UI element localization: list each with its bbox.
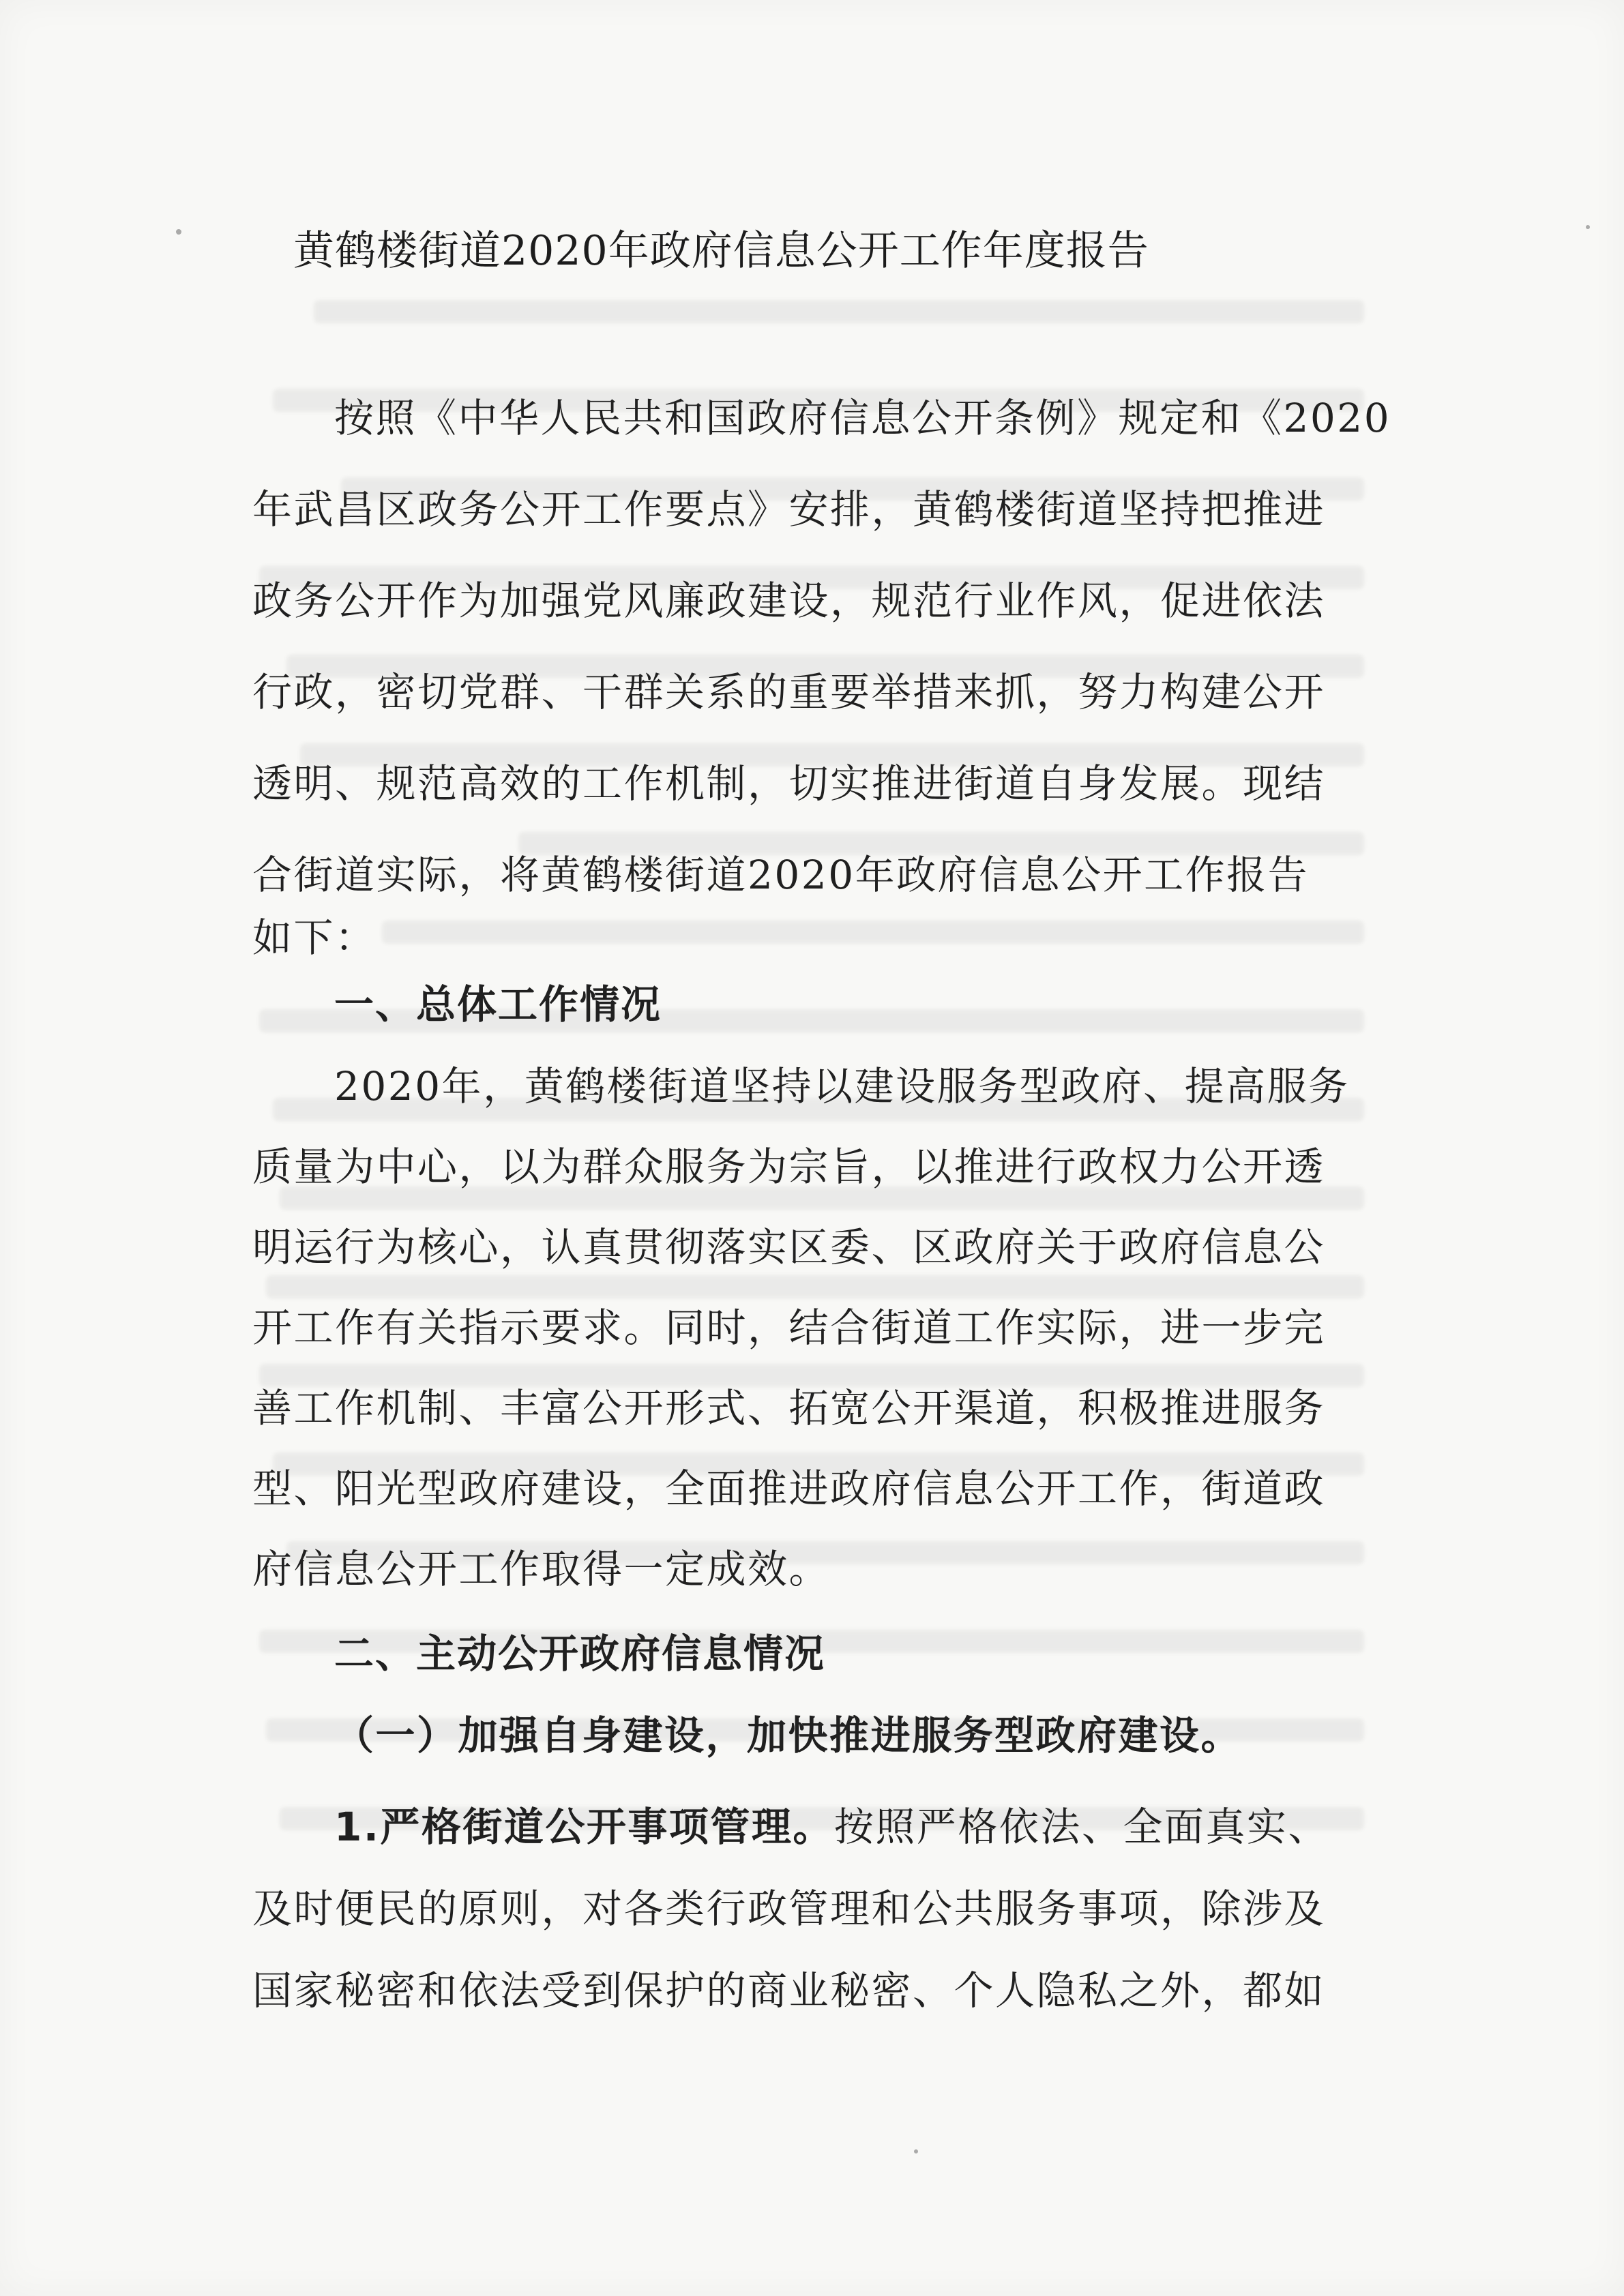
intro-line: 政务公开作为加强党风廉政建设，规范行业作风，促进依法 xyxy=(252,578,1326,624)
section-heading-proactive-disclosure: 二、主动公开政府信息情况 xyxy=(334,1630,826,1677)
scan-speck xyxy=(914,2149,918,2153)
section1-line: 质量为中心，以为群众服务为宗旨，以推进行政权力公开透 xyxy=(252,1144,1326,1190)
section1-line: 2020年，黄鹤楼街道坚持以建设服务型政府、提高服务 xyxy=(334,1063,1350,1109)
scan-speck xyxy=(1586,225,1590,229)
document-title: 黄鹤楼街道2020年政府信息公开工作年度报告 xyxy=(293,227,1149,275)
section-heading-overall: 一、总体工作情况 xyxy=(334,981,662,1028)
intro-line: 行政，密切党群、干群关系的重要举措来抓，努力构建公开 xyxy=(252,669,1326,715)
item1-line: 国家秘密和依法受到保护的商业秘密、个人隐私之外，都如 xyxy=(252,1967,1326,2014)
item1-first-rest: 按照严格依法、全面真实、 xyxy=(833,1804,1329,1850)
item1-lead: 1.严格街道公开事项管理。 xyxy=(334,1804,834,1850)
intro-line: 透明、规范高效的工作机制，切实推进街道自身发展。现结 xyxy=(252,760,1326,807)
item1-first-line xyxy=(334,1795,1329,1852)
section1-line: 型、阳光型政府建设，全面推进政府信息公开工作，街道政 xyxy=(252,1465,1326,1512)
section1-line: 开工作有关指示要求。同时，结合街道工作实际，进一步完 xyxy=(252,1304,1326,1351)
section1-line: 府信息公开工作取得一定成效。 xyxy=(252,1546,831,1592)
intro-line: 按照《中华人民共和国政府信息公开条例》规定和《2020 xyxy=(334,395,1391,441)
scan-speck xyxy=(176,229,181,235)
section1-line: 善工作机制、丰富公开形式、拓宽公开渠道，积极推进服务 xyxy=(252,1385,1326,1431)
intro-line: 合街道实际，将黄鹤楼街道2020年政府信息公开工作报告 xyxy=(252,852,1310,898)
item1-line: 及时便民的原则，对各类行政管理和公共服务事项，除涉及 xyxy=(252,1885,1326,1932)
intro-line: 年武昌区政务公开工作要点》安排，黄鹤楼街道坚持把推进 xyxy=(252,486,1326,533)
subsection-heading: （一）加强自身建设，加快推进服务型政府建设。 xyxy=(334,1712,1243,1759)
section1-line: 明运行为核心，认真贯彻落实区委、区政府关于政府信息公 xyxy=(252,1224,1326,1270)
intro-line: 如下： xyxy=(252,914,377,961)
